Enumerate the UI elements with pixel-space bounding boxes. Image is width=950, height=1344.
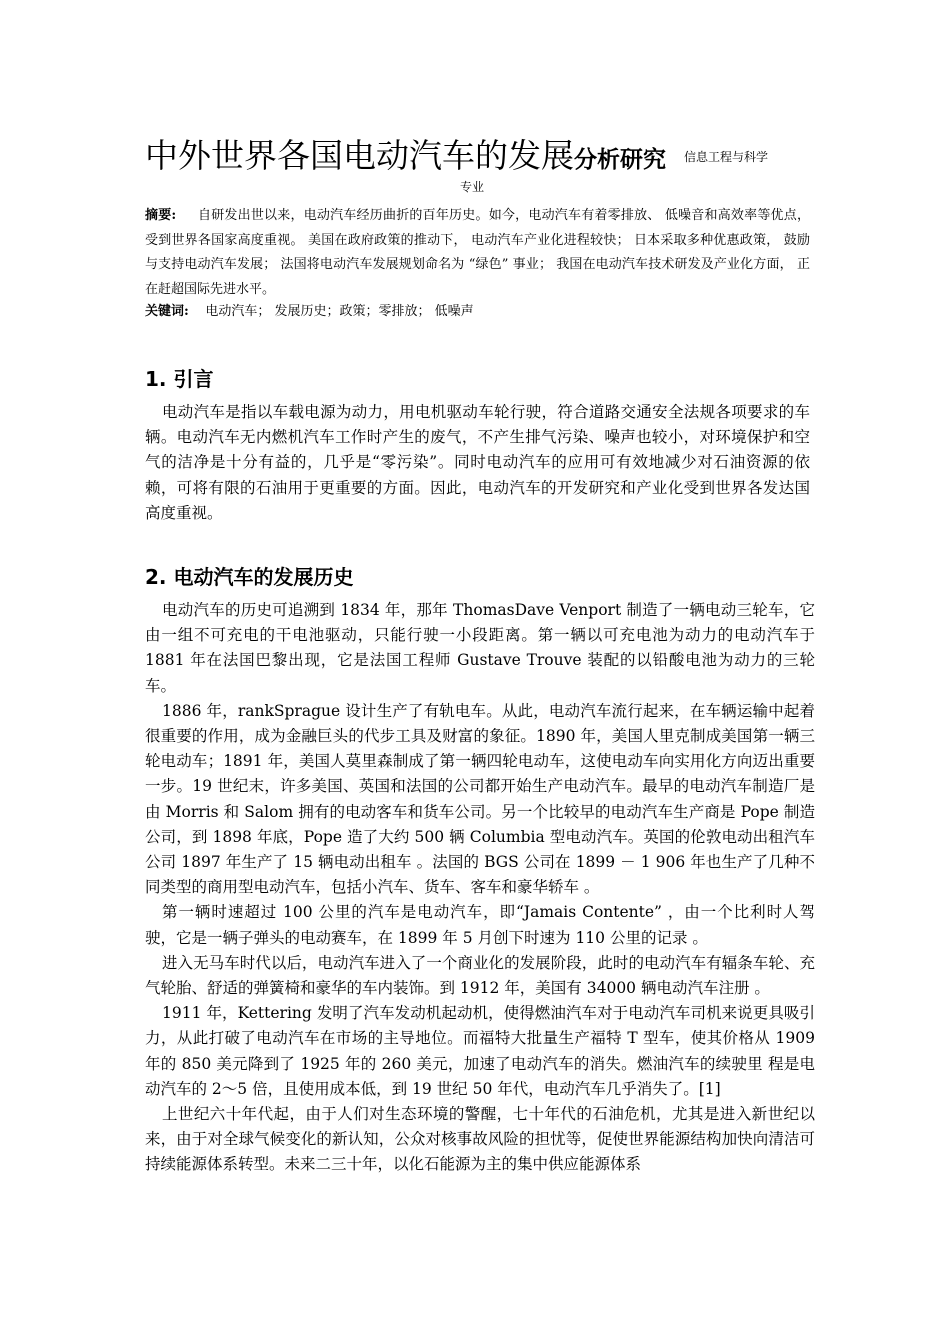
keywords — [145, 300, 810, 324]
section-heading-history: 2. 电动汽车的发展历史 — [145, 565, 354, 589]
department-label: 信息工程与科学 — [684, 150, 769, 164]
paragraph: 电动汽车的历史可追溯到 1834 年，那年 ThomasDave Venport 制造了一辆电动三轮车，它由一组不可充电的干电池驱动，只能行驶一小段距离。第一辆以可充电池为动力的电动汽车于 1881 年在法国巴黎出现，它是法国工程师 Gustave Trouve 装配的以铅酸电池为动力的三轮车。 — [145, 601, 815, 695]
title-subtitle: 分析研究 — [574, 146, 666, 173]
section-introduction — [145, 400, 810, 526]
paragraph: 1911 年，Kettering 发明了汽车发动机起动机，使得燃油汽车对于电动汽车司机来说更具吸引力，从此打破了电动汽车在市场的主导地位。而福特大批量生产福特 T 型车，使其价格从 1909 年的 850 美元降到了 1925 年的 260 美元，加速了电动汽车的消失。燃油汽车的续驶里 程是电动汽车的 2～5 倍，且使用成本低，到 19 世纪 50 年代，电动汽车几乎消失了。[1] — [145, 1004, 815, 1098]
section-heading-introduction: 1. 引言 — [145, 367, 214, 391]
paragraph: 上世纪六十年代起，由于人们对生态环境的警醒，七十年代的石油危机，尤其是进入新世纪以来，由于对全球气候变化的新认知，公众对核事故风险的担忧等，促使世界能源结构加快向清洁可持续能源体系转型。未来二三十年，以化石能源为主的集中供应能源体系 — [145, 1105, 815, 1174]
keywords-label: 关键词: — [145, 304, 189, 319]
paragraph: 第一辆时速超过 100 公里的汽车是电动汽车，即“Jamais Contente” ，由一个比利时人驾驶，它是一辆子弹头的电动赛车，在 1899 年 5 月创下时速为 110 公里的记录 。 — [145, 903, 815, 947]
paragraph: 进入无马车时代以后，电动汽车进入了一个商业化的发展阶段，此时的电动汽车有辐条车轮、充气轮胎、舒适的弹簧椅和豪华的车内装饰。到 1912 年，美国有 34000 辆电动汽车注册 。 — [145, 953, 815, 998]
paragraph: 1886 年，rankSprague 设计生产了有轨电车。从此，电动汽车流行起来，在车辆运输中起着很重要的作用，成为金融巨头的代步工具及财富的象征。1890 年，美国人里克制成美国第一辆三轮电动车；1891 年，美国人莫里森制成了第一辆四轮电动车，这使电动车向实用化方向迈出重要一步。19 世纪末，许多美国、英国和法国的公司都开始生产电动汽车。最早的电动汽车制造厂是由 Morris 和 Salom 拥有的电动客车和货车公司。另一个比较早的电动汽车生产商是 Pope 制造公司，到 1898 年底，Pope 造了大约 500 辆 Columbia 型电动汽车。英国的伦敦电动出租汽车公司 1897 年生产了 15 辆电动出租车 。法国的 BGS 公司在 1899 － 1 906 年也生产了几种不同类型的商用型电动汽车，包括小汽车、货车、客车和豪华轿车 。 — [145, 701, 815, 897]
keywords-text: 电动汽车； 发展历史；政策；零排放； 低噪声 — [205, 304, 474, 319]
abstract-text: 自研发出世以来，电动汽车经历曲折的百年历史。如今，电动汽车有着零排放、 低噪音和高效率等优点， 受到世界各国家高度重视。 美国在政府政策的推动下， 电动汽车产业化进程较快； 日本采取多种优惠政策， 鼓励与支持电动汽车发展； 法国将电动汽车发展规划命名为 “绿色” 事业； 我国在电动汽车技术研发及产业化方面， 正在赶超国际先进水平。 — [145, 208, 810, 297]
section-history — [145, 598, 815, 1178]
abstract — [145, 204, 810, 302]
department-label-continued: 专业 — [460, 180, 485, 194]
paragraph: 电动汽车是指以车载电源为动力，用电机驱动车轮行驶，符合道路交通安全法规各项要求的车辆。电动汽车无内燃机汽车工作时产生的废气，不产生排气污染、噪声也较小，对环境保护和空气的洁净是十分有益的，几乎是“零污染”。同时电动汽车的应用可有效地减少对石油资源的依赖，可将有限的石油用于更重要的方面。因此，电动汽车的开发研究和产业化受到世界各发达国高度重视。 — [145, 403, 810, 522]
title-main: 中外世界各国电动汽车的发展 — [145, 136, 574, 175]
document-title — [145, 130, 825, 177]
abstract-label: 摘要: — [145, 208, 177, 223]
